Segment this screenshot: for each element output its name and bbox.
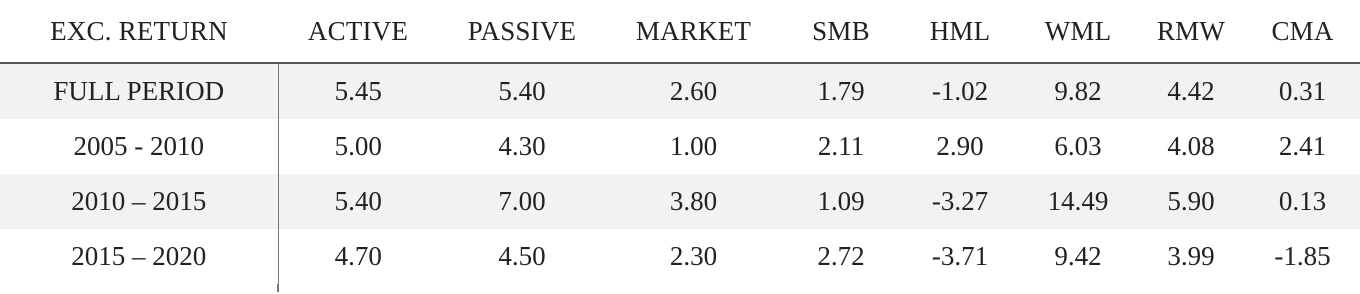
table-row-2015-2020 [0,229,1360,284]
row-label-divider-tail [277,284,279,292]
cell-cma: -1.85 [1274,241,1331,271]
cell-active: 4.70 [334,241,382,271]
column-header-market: MARKET [606,0,781,63]
header-row [0,0,1360,63]
cell-active: 5.45 [278,63,438,119]
cell-wml: 6.03 [1054,131,1102,161]
cell-market: 3.80 [606,174,781,229]
row-label: 2010 – 2015 [0,174,278,229]
cell-hml: 2.90 [936,131,984,161]
cell-rmw: 5.90 [1137,174,1245,229]
cell-hml: -3.71 [931,241,989,271]
cell-smb: 2.11 [817,131,865,161]
column-header-wml: WML [1019,0,1137,63]
cell-smb: 1.79 [781,63,901,119]
cell-wml: 9.82 [1019,63,1137,119]
table-row-full-period [0,63,1360,119]
cell-active: 5.00 [334,131,382,161]
cell-cma: 2.41 [1278,131,1327,161]
cell-market: 2.60 [606,63,781,119]
cell-cma: 0.13 [1245,174,1360,229]
cell-passive: 7.00 [438,174,606,229]
cell-hml: -3.27 [901,174,1019,229]
cell-passive: 4.50 [498,241,546,271]
column-header-smb: SMB [781,0,901,63]
cell-cma: 0.31 [1245,63,1360,119]
cell-rmw: 4.08 [1167,131,1215,161]
cell-wml: 14.49 [1019,174,1137,229]
cell-smb: 1.09 [781,174,901,229]
column-header-rmw: RMW [1137,0,1245,63]
column-header-exc-return: EXC. RETURN [0,0,278,63]
cell-passive: 4.30 [498,131,546,161]
column-header-passive: PASSIVE [438,0,606,63]
table-row-2005-2010 [0,119,1360,174]
cell-rmw: 3.99 [1167,241,1215,271]
cell-active: 5.40 [278,174,438,229]
row-label: FULL PERIOD [0,63,278,119]
cell-market: 1.00 [669,131,718,161]
table-row-2010-2015 [0,174,1360,229]
cell-rmw: 4.42 [1137,63,1245,119]
cell-wml: 9.42 [1054,241,1102,271]
column-header-cma: CMA [1245,0,1360,63]
cell-market: 2.30 [669,241,718,271]
row-label: 2015 – 2020 [0,229,278,284]
column-header-active: ACTIVE [278,0,438,63]
column-header-hml: HML [901,0,1019,63]
cell-passive: 5.40 [438,63,606,119]
cell-smb: 2.72 [817,241,865,271]
cell-hml: -1.02 [901,63,1019,119]
row-label: 2005 - 2010 [0,119,278,174]
